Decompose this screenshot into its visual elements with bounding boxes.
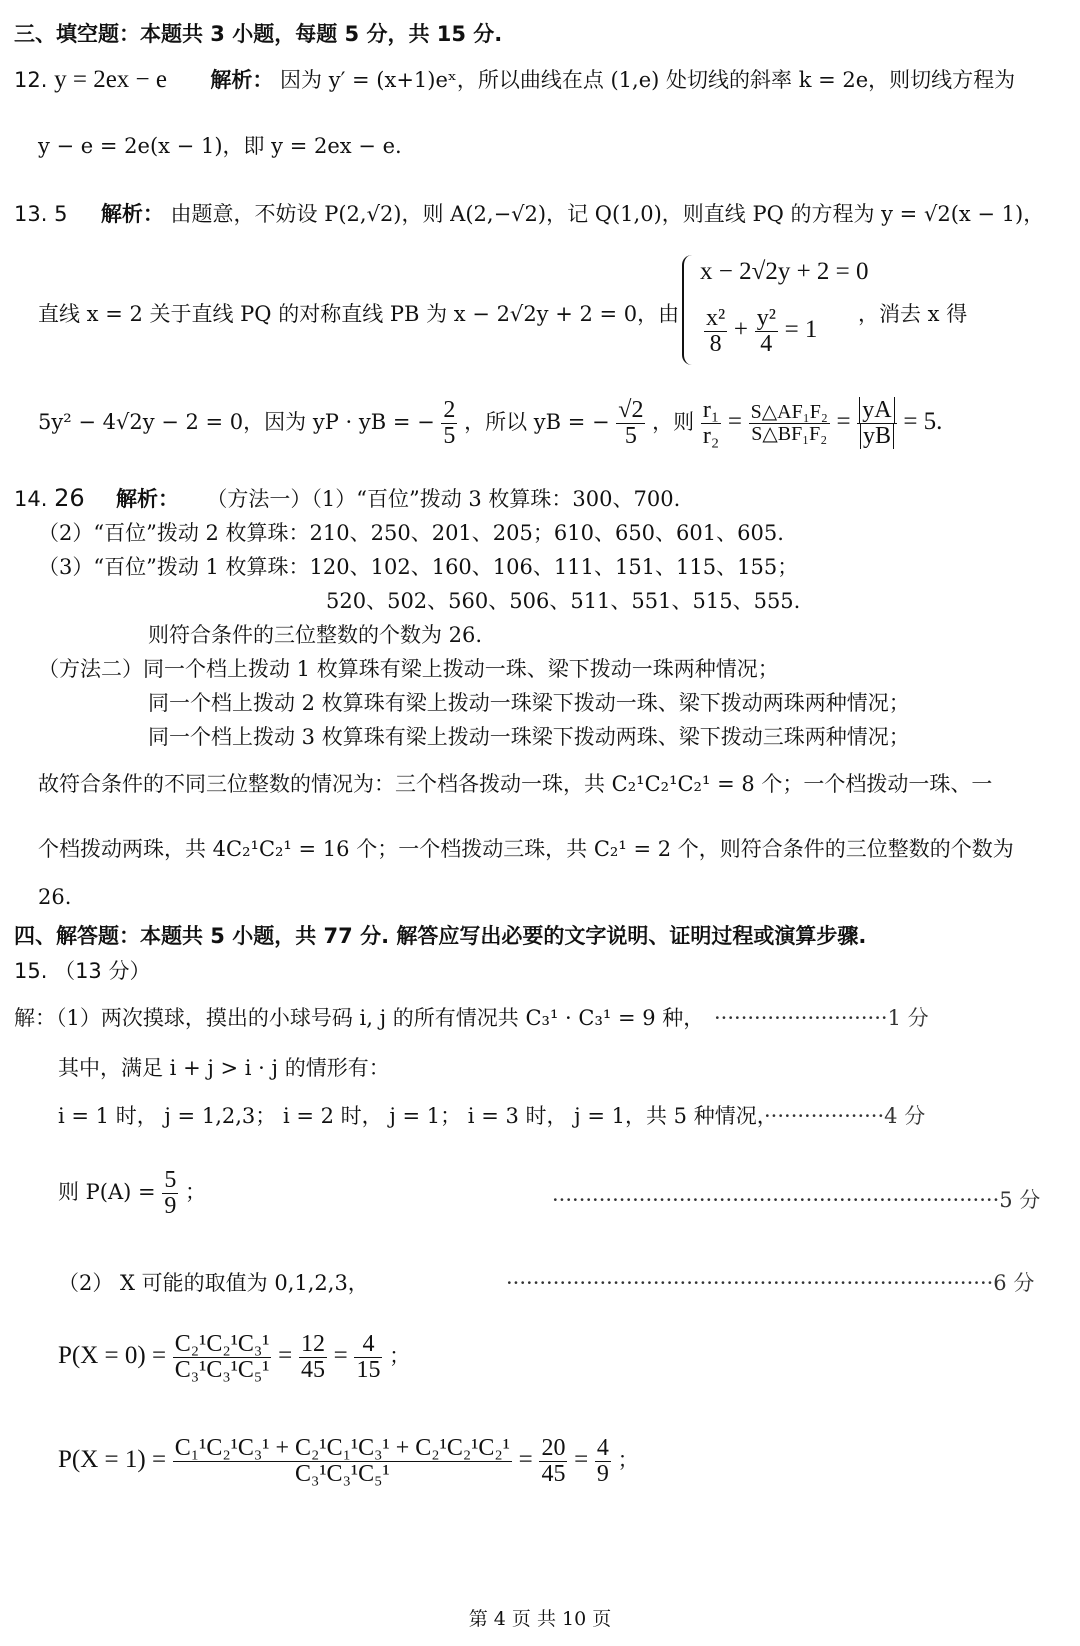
q15-p0: P(X = 0) = $\frac{\text{C₂¹C₂¹C₃¹}}{\text{C₃¹C₃¹C₅¹}}$ = $\frac{12}{45}$ = $\frac{4}{15}$ ； xyxy=(58,1331,411,1384)
equation-system-brace xyxy=(682,255,696,365)
q15-score-1: ··························1 分 xyxy=(714,1006,929,1030)
system-equation-1: x − 2√2y + 2 = 0 xyxy=(700,258,869,285)
q14-answer: 26 xyxy=(54,484,85,512)
q13-text-2b: ，消去 x 得 xyxy=(858,302,968,326)
p0-f2-top: 12 xyxy=(300,1331,325,1357)
q15-score-1-text: 1 分 xyxy=(887,1006,929,1030)
q14-line-3: （3）“百位”拨动 1 枚算珠：120、102、160、106、111、151、115、155； xyxy=(38,555,799,579)
p1-top: C₁¹C₂¹C₃¹ + C₂¹C₁¹C₃¹ + C₂¹C₂¹C₂¹ xyxy=(174,1435,510,1461)
pa-bot: 9 xyxy=(164,1193,177,1220)
page-footer: 第 4 页 共 10 页 xyxy=(468,1608,612,1630)
q15-pa-end: ； xyxy=(185,1180,207,1205)
q14-number: 14. xyxy=(14,487,48,511)
q13-text-3c: ，则 xyxy=(652,410,695,435)
q14-line-6: （方法二）同一个档上拨动 1 枚算珠有梁上拨动一珠、梁下拨动一珠两种情况； xyxy=(38,657,779,681)
q15-score-4: ···································································5 分 xyxy=(552,1188,1041,1212)
q15-line-5: （2） X 可能的取值为 0,1,2,3， xyxy=(58,1271,369,1295)
q14-line-text-0: （方法一）（1）“百位”拨动 3 枚算珠：300、700. xyxy=(206,487,681,511)
q15-score-5: ·········································································6 分 xyxy=(506,1271,1035,1295)
q14-line-4: 520、502、560、506、511、551、515、555. xyxy=(326,589,801,613)
p1-f2-top: 20 xyxy=(541,1435,566,1461)
q14-line-1 xyxy=(14,483,680,513)
sys2-y2: y² xyxy=(756,305,776,331)
q13-text-3b: ，所以 yB = − xyxy=(464,410,610,435)
sys2-4: 4 xyxy=(760,331,773,358)
q12-text-2: y − e = 2e(x − 1)，即 y = 2ex − e. xyxy=(38,134,402,158)
section-4-title: 四、解答题：本题共 5 小题，共 77 分. 解答应写出必要的文字说明、证明过程或演算步骤. xyxy=(14,924,867,948)
f3-bot: r₂ xyxy=(702,423,720,450)
sys2-8: 8 xyxy=(709,331,722,358)
q13-number: 13. xyxy=(14,202,48,226)
p0-top: C₂¹C₂¹C₃¹ xyxy=(174,1331,270,1357)
p0-end: ； xyxy=(389,1344,411,1369)
q14-line-8: 同一个档上拨动 3 枚算珠有梁上拨动一珠梁下拨动两珠、梁下拨动三珠两种情况； xyxy=(148,725,910,749)
q15-score-3-text: 4 分 xyxy=(884,1104,926,1128)
p1-bot: C₃¹C₃¹C₅¹ xyxy=(294,1461,390,1488)
f5-bot: yB xyxy=(860,423,894,449)
q12-analysis-label: 解析： xyxy=(210,68,274,92)
q14-line-9: 故符合条件的不同三位整数的情况为：三个档各拨动一珠，共 C₂¹C₂¹C₂¹ = 8 个；一个档拨动一珠、一 xyxy=(38,772,993,796)
q12-line-1 xyxy=(14,64,1015,94)
system-equation-2: $\frac{\text{x²}}{8}$ + $\frac{\text{y²}}{4}$ = 1 xyxy=(706,305,818,358)
q15-line-3: i = 1 时， j = 1,2,3； i = 2 时， j = 1； i = 3 时， j = 1，共 5 种情况， xyxy=(58,1104,778,1128)
q14-line-7: 同一个档上拨动 2 枚算珠有梁上拨动一珠梁下拨动一珠、梁下拨动两珠两种情况； xyxy=(148,691,910,715)
q13-text-2a: 直线 x = 2 关于直线 PQ 的对称直线 PB 为 x − 2√2y + 2 = 0，由 xyxy=(38,302,680,326)
q12-number: 12. xyxy=(14,68,48,92)
f2-top: √2 xyxy=(618,397,644,423)
q14-line-5: 则符合条件的三位整数的个数为 26. xyxy=(148,623,483,647)
q13-line-1 xyxy=(14,198,1044,228)
f5-top: yA xyxy=(859,397,894,423)
q13-text-1: 由题意，不妨设 P(2,√2)，则 A(2,−√2)，记 Q(1,0)，则直线 PQ 的方程为 y = √2(x − 1)， xyxy=(170,202,1045,226)
q15-p1: P(X = 1) = $\frac{\text{C₁¹C₂¹C₃¹ + C₂¹C₁¹C₃¹ + C₂¹C₂¹C₂¹}}{\text{C₃¹C₃¹C₅¹}}$ = $\frac{20}{45}$ = $\frac{4}{9}$ ； xyxy=(58,1435,639,1488)
p1-f3-bot: 9 xyxy=(596,1461,609,1488)
q15-score-4-text: 5 分 xyxy=(999,1188,1041,1212)
q15-score-3: ··················4 分 xyxy=(764,1104,926,1128)
f1-bot: 5 xyxy=(443,423,456,450)
q15-score-5-text: 6 分 xyxy=(993,1271,1035,1295)
p0-f3-bot: 15 xyxy=(356,1357,381,1384)
q12-answer: y = 2ex − e xyxy=(54,66,167,93)
f2-bot: 5 xyxy=(624,423,637,450)
f1-top: 2 xyxy=(443,397,456,423)
p0-f3-top: 4 xyxy=(354,1332,382,1358)
f4-bot: S△BF₁F₂ xyxy=(751,423,828,446)
p0-label: P(X = 0) = xyxy=(58,1342,167,1370)
f4-top: S△AF₁F₂ xyxy=(750,401,828,424)
q13-answer: 5 xyxy=(54,202,68,226)
q15-line-2: 其中，满足 i + j > i · j 的情形有： xyxy=(58,1056,390,1080)
q13-analysis-label: 解析： xyxy=(100,202,164,226)
q15-pa-label: 则 P(A) = xyxy=(58,1180,156,1205)
q13-text-3a: 5y² − 4√2y − 2 = 0，因为 yP · yB = − xyxy=(38,410,435,435)
pa-top: 5 xyxy=(164,1167,177,1193)
q14-analysis-label: 解析： xyxy=(116,487,180,511)
q13-text-3d: = 5. xyxy=(903,408,943,436)
q14-line-10: 个档拨动两珠，共 4C₂¹C₂¹ = 16 个；一个档拨动三珠，共 C₂¹ = 2 个，则符合条件的三位整数的个数为 xyxy=(38,837,1014,861)
p1-end: ； xyxy=(617,1448,639,1473)
q15-header: 15. （13 分） xyxy=(14,959,151,983)
p0-bot: C₃¹C₃¹C₅¹ xyxy=(174,1357,270,1384)
p0-f2-bot: 45 xyxy=(300,1357,325,1384)
p1-f2-bot: 45 xyxy=(541,1461,566,1488)
section-3-title: 三、填空题：本题共 3 小题，每题 5 分，共 15 分. xyxy=(14,22,503,46)
q15-line-4 xyxy=(58,1168,206,1219)
p1-label: P(X = 1) = xyxy=(58,1446,167,1474)
q15-line-1: 解：（1）两次摸球，摸出的小球号码 i, j 的所有情况共 C₃¹ · C₃¹ = 9 种， xyxy=(14,1006,705,1030)
q13-line-3: 5y² − 4√2y − 2 = 0，因为 yP · yB = − $\frac{2}{5}$ ，所以 yB = − $\frac{√2}{5}$ ，则 $\frac{\text{r₁}}{\text{r₂}}$ = $\frac{\text{S△AF₁F₂}}{\text{S△BF₁F₂}}$ = $\frac{yA}{yB}$ = 5. xyxy=(38,397,943,450)
q14-line-2: （2）“百位”拨动 2 枚算珠：210、250、201、205；610、650、601、605. xyxy=(38,521,784,545)
f3-top: r₁ xyxy=(702,397,720,423)
q14-line-11: 26. xyxy=(38,885,72,909)
sys2-x2: x² xyxy=(706,305,726,331)
p1-f3-top: 4 xyxy=(596,1435,609,1461)
q12-text-1: 因为 y′ = (x+1)eˣ，所以曲线在点 (1,e) 处切线的斜率 k = 2e，则切线方程为 xyxy=(280,68,1016,92)
